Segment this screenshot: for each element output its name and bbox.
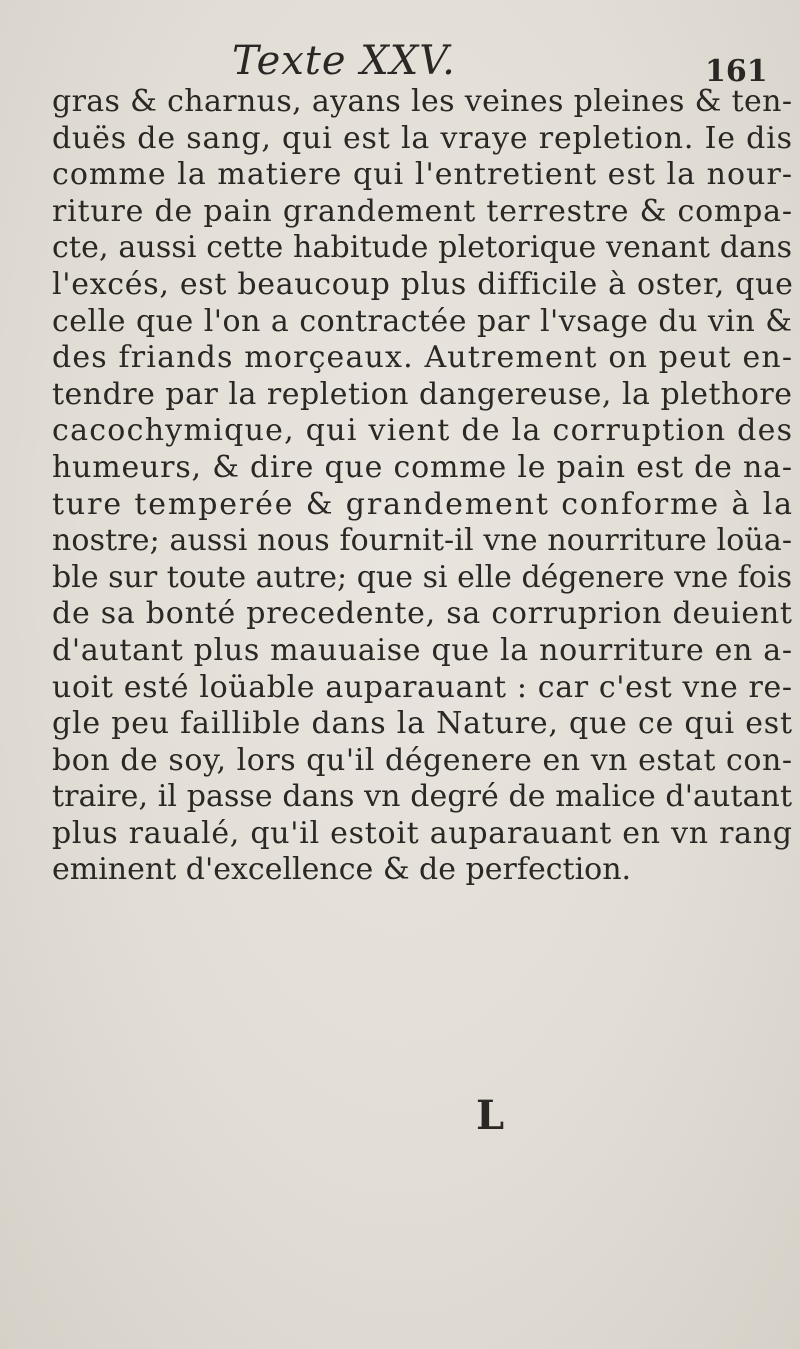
text-line: duës de sang, qui est la vraye repletion. Ie dis bbox=[52, 120, 793, 156]
text-line: humeurs, & dire que comme le pain est de na- bbox=[52, 449, 793, 485]
text-line: tendre par la repletion dangereuse, la plethore bbox=[52, 376, 793, 412]
text-line: de sa bonté precedente, sa corruprion deuient bbox=[52, 596, 793, 632]
signature-mark: L bbox=[476, 1092, 505, 1139]
text-line: nostre; aussi nous fournit-il vne nourriture loüa- bbox=[52, 523, 793, 559]
page-number: 161 bbox=[705, 54, 768, 89]
text-line: eminent d'excellence & de perfection. bbox=[52, 852, 632, 888]
text-line: ture temperée & grandement conforme à la bbox=[52, 486, 794, 522]
text-line: des friands morçeaux. Autrement on peut en- bbox=[52, 340, 794, 376]
text-line: bon de soy, lors qu'il dégenere en vn estat con- bbox=[52, 742, 793, 778]
running-header: Texte XXV. bbox=[232, 38, 456, 84]
text-line: cacochymique, qui vient de la corruption des bbox=[52, 413, 794, 449]
text-line: traire, il passe dans vn degré de malice d'autant bbox=[52, 779, 793, 815]
text-line: uoit esté loüable auparauant : car c'est vne re- bbox=[52, 669, 793, 705]
text-line: comme la matiere qui l'entretient est la nour- bbox=[52, 157, 794, 193]
text-line: ble sur toute autre; que si elle dégenere vne fois bbox=[52, 559, 793, 595]
text-line: riture de pain grandement terrestre & compa- bbox=[52, 193, 793, 229]
text-line: celle que l'on a contractée par l'vsage du vin & bbox=[52, 303, 793, 339]
text-line: gras & charnus, ayans les veines pleines & ten- bbox=[52, 84, 793, 119]
text-line: cte, aussi cette habitude pletorique venant dans bbox=[52, 230, 793, 266]
text-line: gle peu faillible dans la Nature, que ce qui est bbox=[52, 706, 793, 742]
text-line: d'autant plus mauuaise que la nourriture en a- bbox=[52, 632, 793, 668]
text-line: l'excés, est beaucoup plus difficile à oster, que bbox=[52, 266, 794, 302]
body-text bbox=[52, 84, 792, 889]
text-line: plus raualé, qu'il estoit auparauant en vn rang bbox=[52, 815, 793, 851]
